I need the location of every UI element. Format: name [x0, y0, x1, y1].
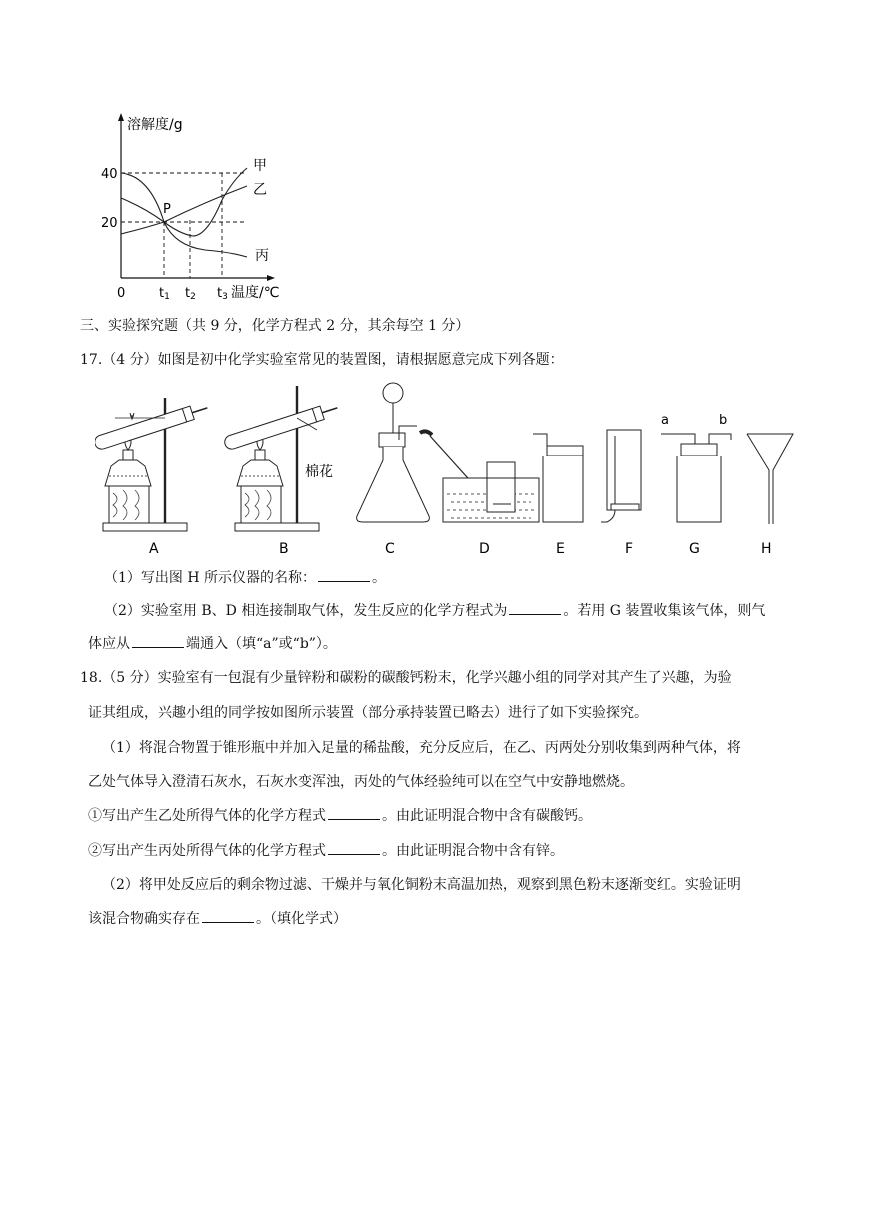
x-axis-arrow — [267, 275, 275, 281]
curve-bing — [121, 173, 247, 257]
solubility-graph — [95, 110, 295, 310]
label-g: G — [689, 541, 700, 557]
x-axis-title: 温度/℃ — [231, 285, 280, 301]
cotton-label: 棉花 — [305, 464, 333, 480]
q18-stem-line2: 证其组成，兴趣小组的同学按如图所示装置（部分承持装置已略去）进行了如下实验探究。 — [88, 705, 648, 721]
answer-blank[interactable] — [202, 910, 254, 923]
apparatus-g — [661, 413, 731, 522]
answer-blank[interactable] — [509, 602, 561, 615]
section-heading: 三、实验探究题（共 9 分，化学方程式 2 分，其余每空 1 分） — [80, 318, 470, 334]
point-p-label: P — [163, 202, 171, 217]
answer-blank[interactable] — [132, 635, 184, 648]
q18-part2-line1: （2）将甲处反应后的剩余物过滤、干燥并与氧化铜粉末高温加热，观察到黑色粉末逐渐变红。实验证明 — [102, 877, 741, 893]
curve-label-jia: 甲 — [253, 158, 267, 174]
q18-sub2: ②写出产生丙处所得气体的化学方程式 。由此证明混合物中含有锌。 — [88, 843, 564, 859]
curve-label-bing: 丙 — [255, 248, 269, 264]
q17-part2-line2: 体应从 端通入（填“a”或“b”）。 — [88, 636, 337, 652]
label-h: H — [761, 541, 772, 557]
apparatus-e — [533, 434, 583, 522]
label-e: E — [556, 541, 565, 557]
y-axis-title: 溶解度/g — [127, 117, 183, 133]
label-c: C — [385, 541, 395, 557]
label-a: A — [149, 541, 159, 557]
q18-part2-line2: 该混合物确实存在 。（填化学式） — [88, 911, 347, 927]
label-f: F — [625, 541, 634, 557]
q18-part1-line1: （1）将混合物置于锥形瓶中并加入足量的稀盐酸，充分反应后，在乙、丙两处分别收集到两种气体，将 — [102, 740, 741, 756]
y-tick-40: 40 — [101, 167, 118, 182]
curve-label-yi: 乙 — [253, 182, 267, 198]
apparatus-figure — [95, 378, 800, 560]
q17-part1: （1）写出图 H 所示仪器的名称： 。 — [104, 570, 387, 586]
curve-yi — [121, 186, 247, 234]
label-d: D — [479, 541, 490, 557]
curve-jia — [121, 168, 247, 236]
port-label-b: b — [719, 413, 728, 428]
y-tick-20: 20 — [101, 216, 118, 231]
origin-label: 0 — [117, 286, 126, 301]
port-label-a: a — [661, 413, 669, 428]
apparatus-a — [95, 398, 209, 531]
x-tick-t1: t1 — [159, 286, 170, 302]
q18-stem-line1: 18.（5 分）实验室有一包混有少量锌粉和碳粉的碳酸钙粉末，化学兴趣小组的同学对其产生了兴趣，为验 — [80, 670, 732, 686]
q18-part1-line2: 乙处气体导入澄清石灰水，石灰水变浑浊，丙处的气体经验纯可以在空气中安静地燃烧。 — [88, 774, 634, 790]
apparatus-c — [357, 383, 430, 522]
apparatus-f — [601, 430, 641, 522]
q18-sub1: ①写出产生乙处所得气体的化学方程式 。由此证明混合物中含有碳酸钙。 — [88, 808, 592, 824]
label-b: B — [279, 541, 289, 557]
answer-blank[interactable] — [328, 842, 380, 855]
answer-blank[interactable] — [318, 569, 370, 582]
apparatus-h — [747, 434, 793, 524]
q17-part2-line1: （2）实验室用 B、D 相连接制取气体，发生反应的化学方程式为 。若用 G 装置收集该气体，则气 — [104, 603, 766, 619]
q17-stem: 17.（4 分）如图是初中化学实验室常见的装置图，请根据愿意完成下列各题： — [80, 352, 564, 368]
y-axis-arrow — [118, 113, 124, 121]
answer-blank[interactable] — [328, 807, 380, 820]
apparatus-b — [223, 386, 340, 531]
apparatus-d — [420, 431, 539, 522]
x-tick-t3: t3 — [217, 286, 228, 302]
x-tick-t2: t2 — [185, 286, 196, 302]
